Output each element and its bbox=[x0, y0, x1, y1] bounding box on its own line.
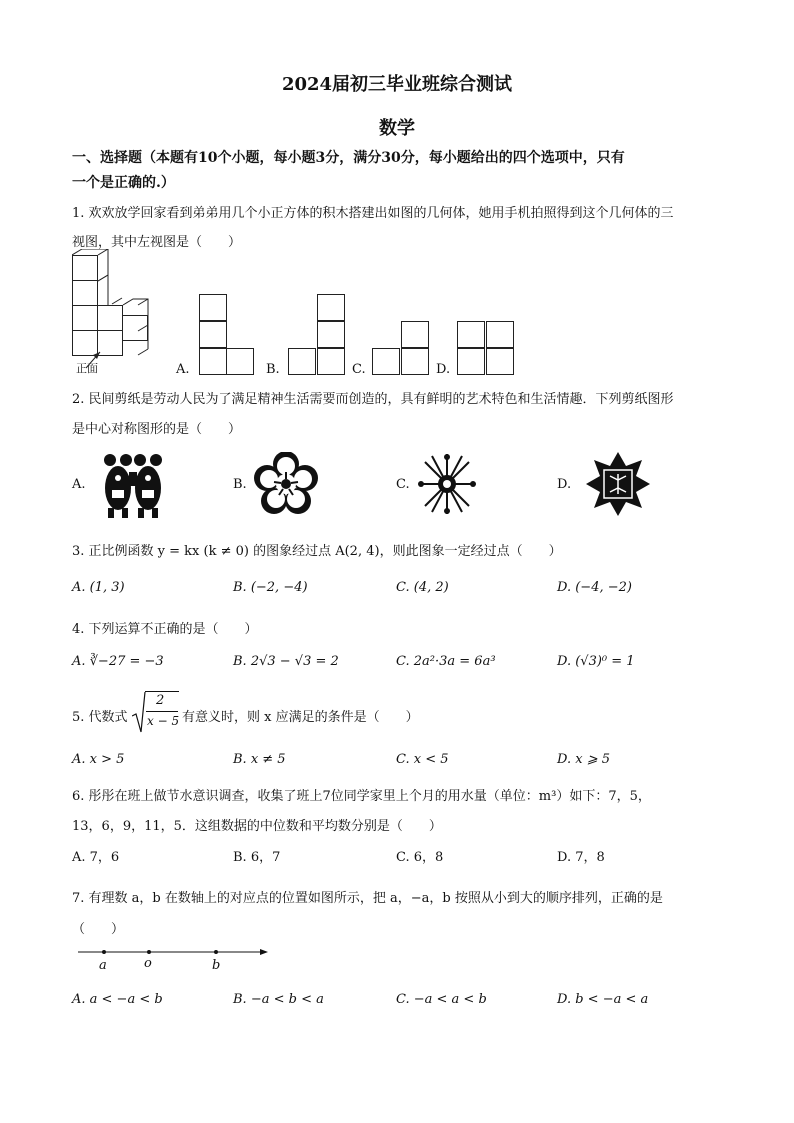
paper-cut-snowflake-image bbox=[417, 452, 477, 516]
q3-option-b: B. (−2, −4) bbox=[233, 580, 308, 595]
q3-option-c: C. (4, 2) bbox=[396, 580, 449, 595]
q6-option-b: B. 6，7 bbox=[233, 850, 281, 865]
section-heading-cont: 一个是正确的.） bbox=[72, 175, 175, 191]
q1-view-c bbox=[372, 321, 432, 376]
q2-option-b: B. bbox=[233, 477, 247, 492]
q7-option-c: C. −a < a < b bbox=[396, 992, 487, 1007]
radical-bar bbox=[145, 691, 179, 692]
radical-sign-icon bbox=[132, 690, 146, 734]
q5-text-post: 有意义时，则 x 应满足的条件是（ ） bbox=[182, 710, 419, 725]
axis-label-a: a bbox=[99, 958, 107, 973]
q7-option-a: A. a < −a < b bbox=[72, 992, 163, 1007]
q1-view-a bbox=[199, 294, 259, 376]
subject-title: 数学 bbox=[379, 118, 415, 139]
q4-option-b: B. 2√3 − √3 = 2 bbox=[233, 654, 339, 669]
page-title: 2024届初三毕业班综合测试 bbox=[281, 74, 513, 95]
q6-option-d: D. 7，8 bbox=[557, 850, 605, 865]
q2-text-line2: 是中心对称图形的是（ ） bbox=[72, 422, 242, 437]
q3-option-a: A. (1, 3) bbox=[72, 580, 125, 595]
fraction-bar bbox=[146, 711, 178, 712]
q4-option-d: D. (√3)⁰ = 1 bbox=[557, 654, 635, 669]
q1-text-line1: 1. 欢欢放学回家看到弟弟用几个小正方体的积木搭建出如图的几何体，她用手机拍照得到这个几何体的三 bbox=[72, 206, 674, 221]
q5-text-pre: 5. 代数式 bbox=[72, 710, 128, 725]
q5-option-c: C. x < 5 bbox=[396, 752, 449, 767]
q6-option-c: C. 6，8 bbox=[396, 850, 444, 865]
paper-cut-mice-image bbox=[98, 450, 168, 520]
q5-option-b: B. x ≠ 5 bbox=[233, 752, 286, 767]
q1-text-line2: 视图，其中左视图是（ ） bbox=[72, 235, 242, 250]
section-heading: 一、选择题（本题有10个小题，每小题3分，满分30分，每小题给出的四个选项中，只有 bbox=[72, 150, 625, 166]
paper-cut-star-image bbox=[584, 450, 652, 518]
q3-text-line1: 3. 正比例函数 y = kx (k ≠ 0) 的图象经过点 A(2, 4)，则此图象一定经过点（ ） bbox=[72, 544, 562, 559]
q4-text-line1: 4. 下列运算不正确的是（ ） bbox=[72, 622, 258, 637]
q2-option-c: C. bbox=[396, 477, 410, 492]
q1-option-b: B. bbox=[266, 362, 280, 377]
paper-cut-flower-image bbox=[254, 452, 318, 516]
q1-option-a: A. bbox=[176, 362, 190, 377]
q7-option-b: B. −a < b < a bbox=[233, 992, 324, 1007]
q2-text-line1: 2. 民间剪纸是劳动人民为了满足精神生活需要而创造的，具有鲜明的艺术特色和生活情趣．下列剪纸图形 bbox=[72, 392, 674, 407]
q1-option-d: D. bbox=[436, 362, 451, 377]
q4-option-c: C. 2a²·3a = 6a³ bbox=[396, 654, 496, 669]
q7-text-line1: 7. 有理数 a，b 在数轴上的对应点的位置如图所示，把 a，−a，b 按照从小到大的顺序排列，正确的是 bbox=[72, 891, 663, 906]
q1-solid-figure bbox=[72, 255, 162, 355]
q2-option-d: D. bbox=[557, 477, 572, 492]
q6-text-line2: 13，6，9，11，5．这组数据的中位数和平均数分别是（ ） bbox=[72, 819, 442, 834]
q6-text-line1: 6. 彤彤在班上做节水意识调查，收集了班上7位同学家里上个月的用水量（单位：m³）如下：7，5， bbox=[72, 789, 651, 804]
front-label: 正面 bbox=[76, 362, 98, 375]
q4-option-a: A. ∛−27 = −3 bbox=[72, 654, 164, 669]
q2-option-a: A. bbox=[72, 477, 86, 492]
q5-option-d: D. x ⩾ 5 bbox=[557, 752, 610, 767]
q1-view-d bbox=[457, 321, 517, 376]
q1-option-c: C. bbox=[352, 362, 366, 377]
q5-fraction-denominator: x − 5 bbox=[147, 714, 180, 728]
q3-option-d: D. (−4, −2) bbox=[557, 580, 632, 595]
q5-fraction-numerator: 2 bbox=[156, 693, 165, 708]
q7-option-d: D. b < −a < a bbox=[557, 992, 649, 1007]
q6-option-a: A. 7，6 bbox=[72, 850, 120, 865]
q5-option-a: A. x > 5 bbox=[72, 752, 125, 767]
q1-view-b bbox=[288, 294, 348, 376]
axis-label-b: b bbox=[212, 958, 221, 973]
q7-text-line2: （ ） bbox=[72, 922, 125, 937]
axis-label-o: o bbox=[144, 956, 152, 971]
